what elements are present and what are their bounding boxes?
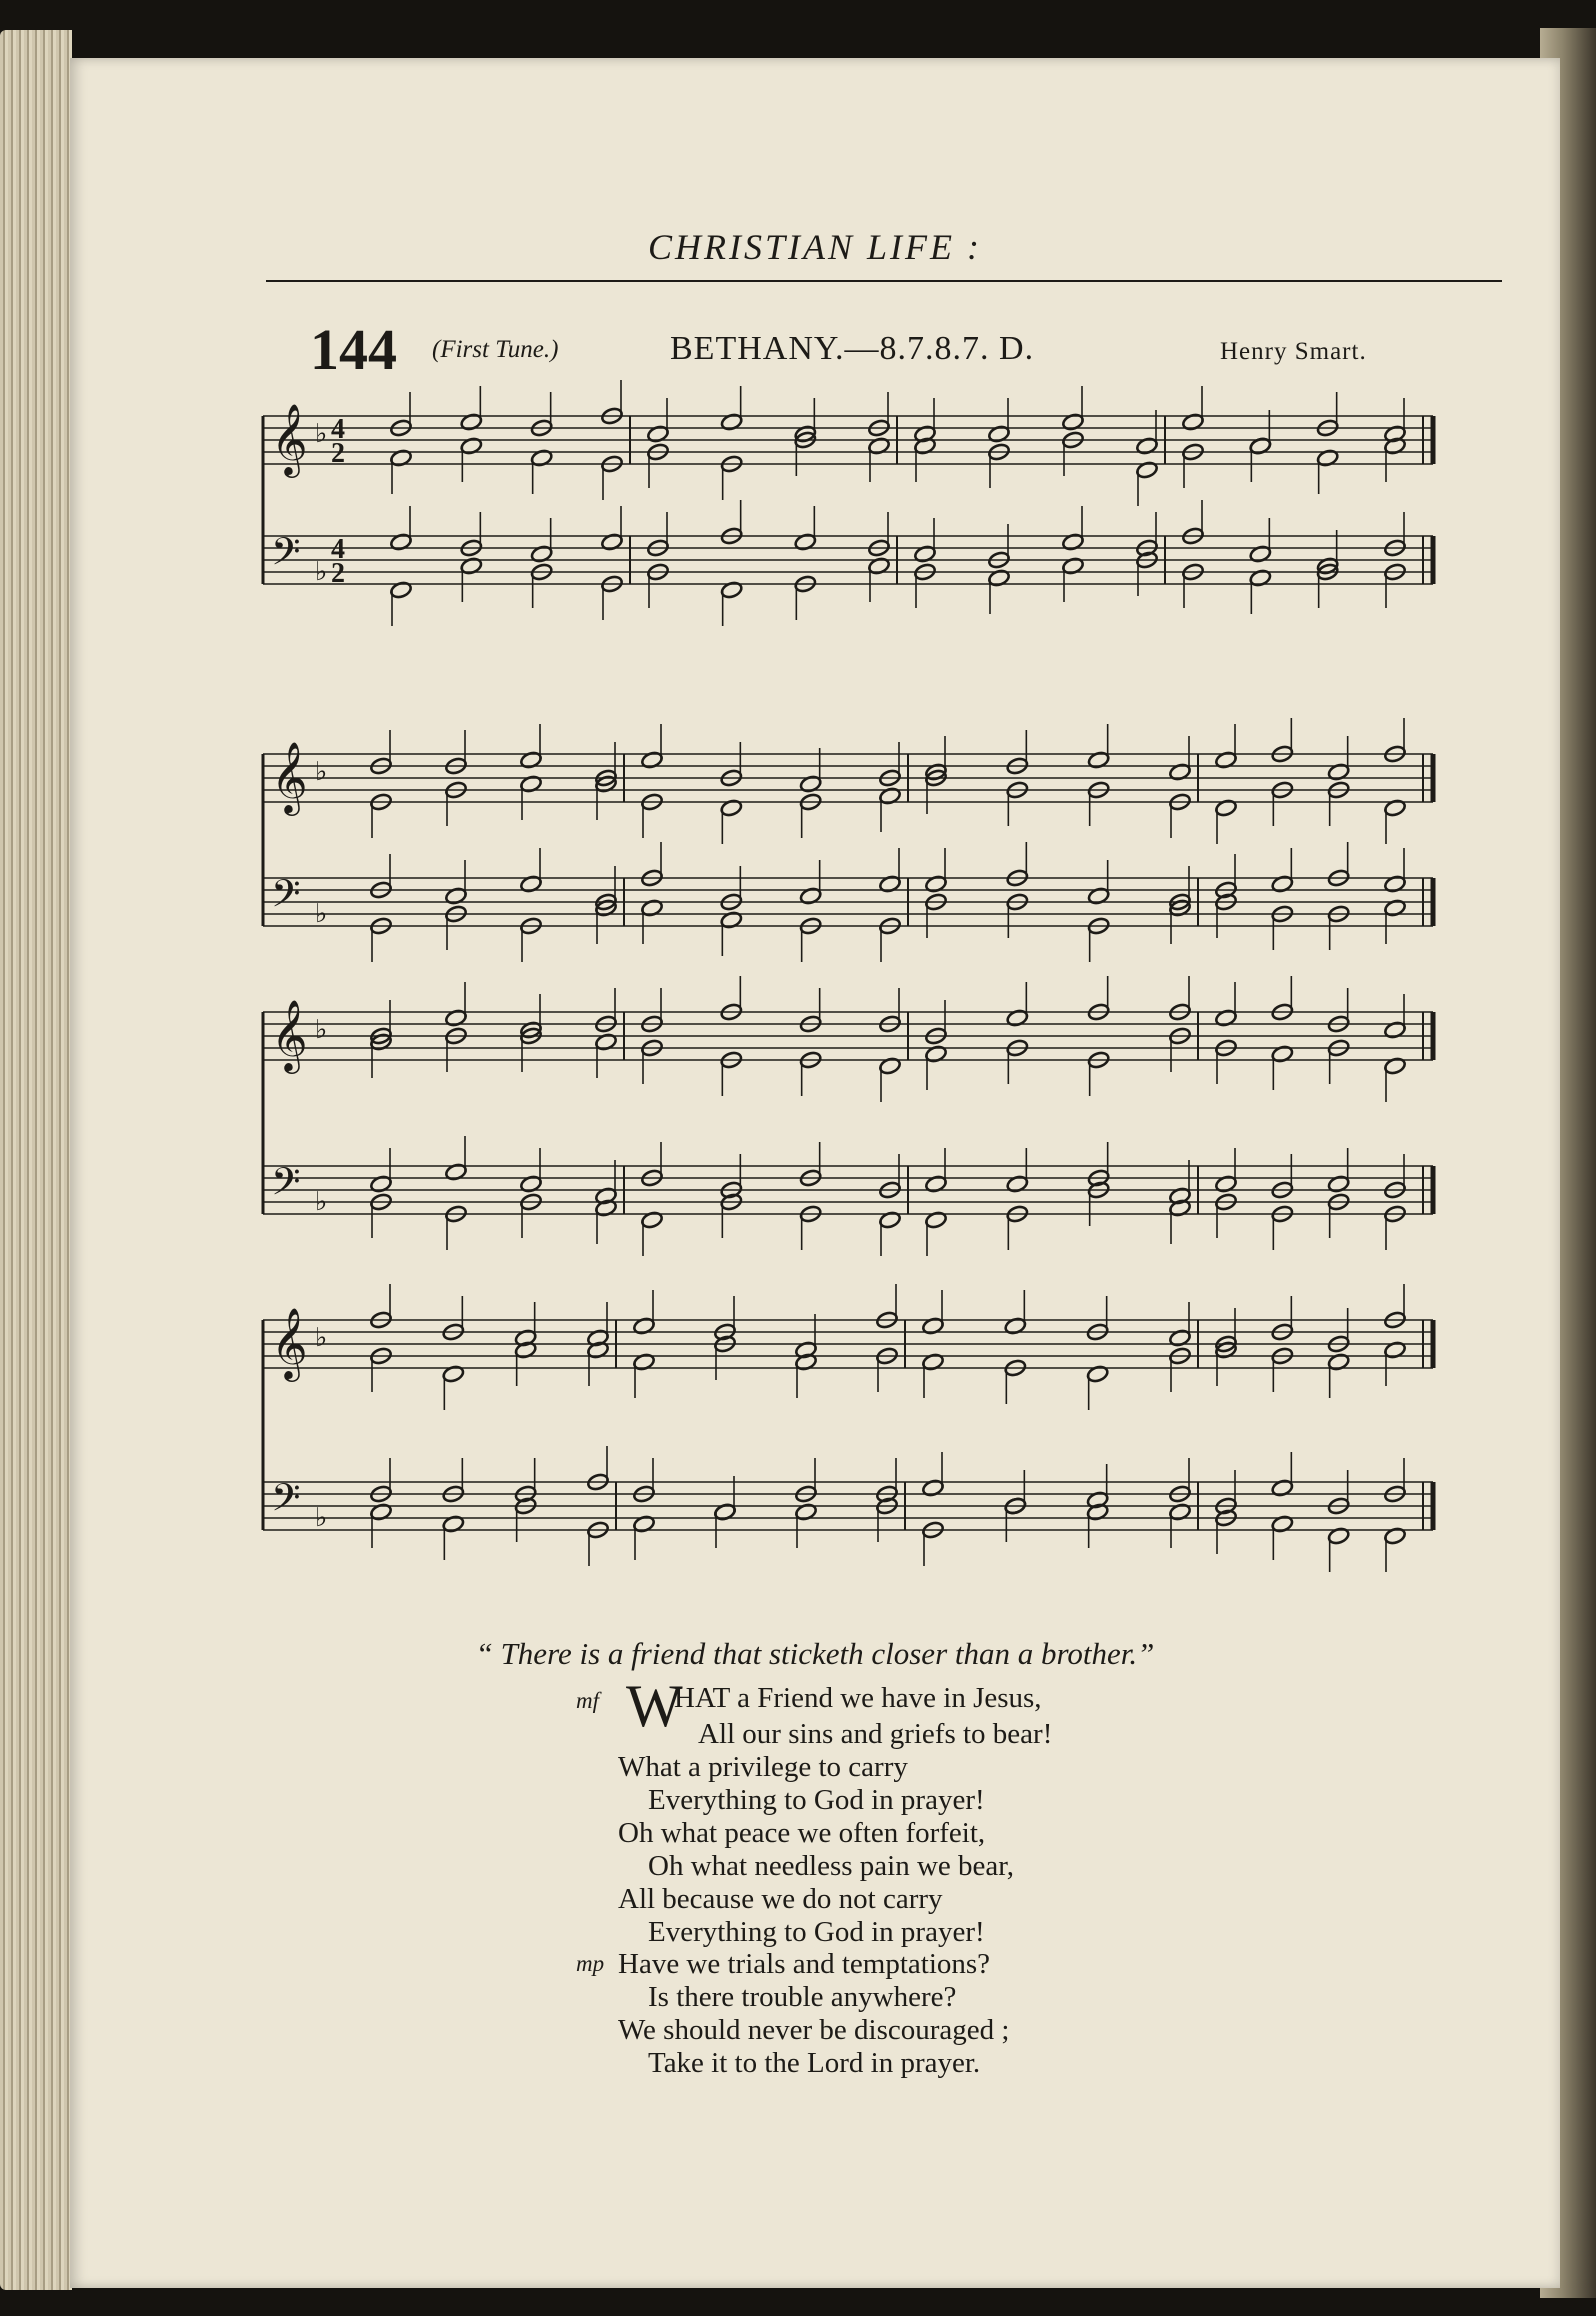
bass-clef: 𝄢: [271, 1159, 301, 1213]
flat-icon: ♭: [315, 419, 328, 449]
bass-clef: 𝄢: [271, 529, 301, 583]
treble-clef: 𝄞: [271, 998, 308, 1071]
hymn-text: [70, 58, 1560, 2288]
flat-icon: ♭: [315, 1503, 328, 1533]
flat-icon: ♭: [315, 1187, 328, 1217]
time-signature: 4: [331, 414, 345, 445]
running-head: CHRISTIAN LIFE :: [648, 227, 982, 267]
time-signature: 4: [331, 534, 345, 565]
verse-line: Everything to God in prayer!: [648, 1916, 985, 1948]
verse-line: Everything to God in prayer!: [648, 1784, 985, 1816]
dynamic-mark: mf: [576, 1688, 599, 1713]
composer: Henry Smart.: [1220, 338, 1367, 365]
verse-line: Is there trouble anywhere?: [648, 1981, 957, 2013]
treble-clef: 𝄞: [271, 740, 308, 813]
verse-line: All our sins and griefs to bear!: [698, 1718, 1053, 1750]
flat-icon: ♭: [315, 1323, 328, 1353]
treble-clef: 𝄞: [271, 1306, 308, 1379]
bass-clef: 𝄢: [271, 871, 301, 925]
verse-line: Oh what needless pain we bear,: [648, 1850, 1015, 1882]
tune-title: BETHANY.—8.7.8.7. D.: [670, 330, 1035, 367]
flat-icon: ♭: [315, 899, 328, 929]
drop-cap: W: [626, 1673, 683, 1739]
verse-line: Take it to the Lord in prayer.: [648, 2047, 981, 2079]
verse-line: HAT a Friend we have in Jesus,: [674, 1682, 1042, 1714]
time-signature: 2: [331, 438, 345, 469]
verse-line: What a privilege to carry: [618, 1751, 908, 1783]
verse-line: Oh what peace we often forfeit,: [618, 1817, 986, 1849]
tune-note: (First Tune.): [432, 336, 559, 363]
dynamic-mark: mp: [576, 1951, 605, 1976]
page-edges-left: [0, 30, 72, 2290]
flat-icon: ♭: [315, 1015, 328, 1045]
time-signature: 2: [331, 558, 345, 589]
book-page: [70, 58, 1560, 2288]
verse-line: We should never be discouraged ;: [618, 2014, 1010, 2046]
verse-line: All because we do not carry: [618, 1883, 943, 1915]
treble-clef: 𝄞: [271, 402, 308, 475]
epigraph: “ There is a friend that sticketh closer than a brother.”: [475, 1636, 1155, 1671]
bass-clef: 𝄢: [271, 1475, 301, 1529]
hymn-number: 144: [310, 317, 397, 382]
flat-icon: ♭: [315, 757, 328, 787]
verse-line: Have we trials and temptations?: [618, 1948, 991, 1980]
flat-icon: ♭: [315, 557, 328, 587]
